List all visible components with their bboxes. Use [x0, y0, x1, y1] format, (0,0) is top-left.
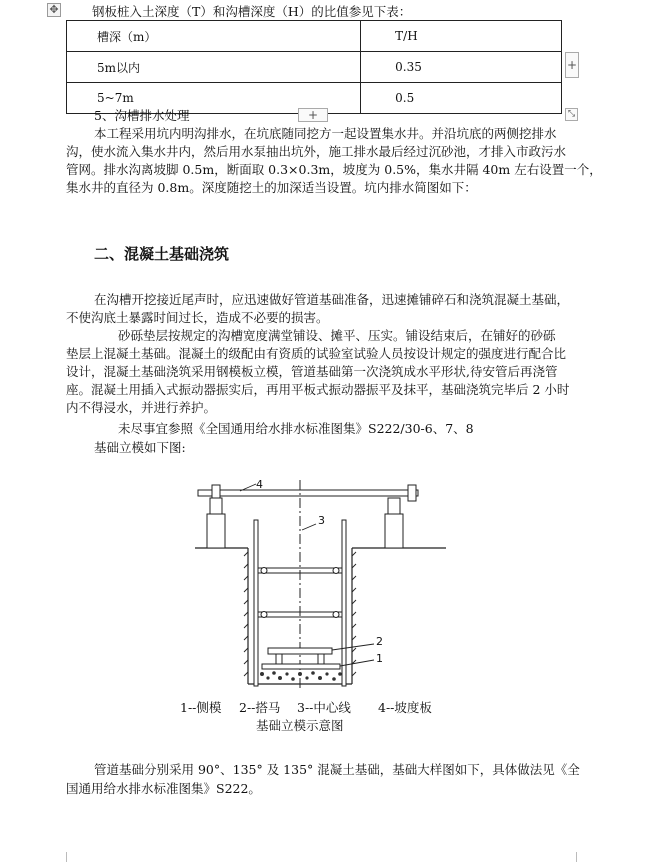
paragraph-line: 不使沟底土暴露时间过长，造成不必要的损害。: [66, 310, 329, 325]
page-corner-mark: [576, 852, 587, 862]
add-column-button[interactable]: +: [565, 52, 579, 78]
paragraph-line: 国通用给水排水标准图集》S222。: [66, 781, 261, 796]
section-heading: 二、混凝土基础浇筑: [94, 245, 230, 263]
table-header-cell: T/H: [361, 21, 562, 52]
resize-diagonal-icon[interactable]: ⤡: [565, 108, 578, 121]
table-cell: 5~7m: [67, 83, 361, 114]
paragraph-line: 管网。排水沟离坡脚 0.5m，断面取 0.3×0.3m，坡度为 0.5%，集水井隔 40m 左右设置一个，: [66, 162, 602, 177]
add-row-button[interactable]: +: [298, 108, 328, 122]
paragraph-line: 内不得浸水，并进行养护。: [66, 400, 217, 415]
legend-item: 3--中心线: [297, 700, 351, 715]
paragraph-line: 砂砾垫层按规定的沟槽宽度满堂铺设、摊平、压实。铺设结束后，在铺好的砂砾: [118, 328, 556, 343]
paragraph-line: 管道基础分别采用 90°、135° 及 135° 混凝土基础，基础大样图如下，具体做法见《全: [94, 762, 580, 777]
table-cell: 5m以内: [67, 52, 361, 83]
legend-item: 2--搭马: [239, 700, 281, 715]
figure-caption: 基础立模示意图: [256, 718, 344, 733]
callout-label: 4: [256, 478, 263, 491]
paragraph-line: 垫层上混凝土基础。混凝土的级配由有资质的试验室试验人员按设计规定的强度进行配合比: [66, 346, 567, 361]
table-cell: 0.5: [361, 83, 562, 114]
legend-item: 4--坡度板: [378, 700, 432, 715]
reference-line: 未尽事宜参照《全国通用给水排水标准图集》S222/30-6、7、8: [118, 421, 474, 436]
paragraph-line: 本工程采用坑内明沟排水，在坑底随同挖方一起设置集水井。并沿坑底的两侧挖排水: [94, 126, 557, 141]
table-cell: 0.35: [361, 52, 562, 83]
callout-label: 3: [318, 514, 325, 527]
callout-label: 2: [376, 635, 383, 648]
paragraph-line: 在沟槽开挖接近尾声时，应迅速做好管道基础准备，迅速摊铺碎石和浇筑混凝土基础，: [94, 292, 570, 307]
paragraph-line: 座。混凝土用插入式振动器振实后，再用平板式振动器振平及抹平，基础浇筑完毕后 2 小时: [66, 382, 570, 397]
callout-label: 1: [376, 652, 383, 665]
paragraph-line: 沟，使水流入集水井内，然后用水泵抽出坑外，施工排水最后经过沉砂池，才排入市政污水: [66, 144, 567, 159]
table-header-cell: 槽深（m）: [67, 21, 361, 52]
page-corner-mark: [56, 852, 67, 862]
paragraph-line: 设计，混凝土基础浇筑采用钢模板立模，管道基础第一次浇筑成水平形状,待安管后再浇管: [66, 364, 558, 379]
section-5-title: 5、沟槽排水处理: [94, 108, 190, 123]
intro-line: 钢板桩入土深度（T）和沟槽深度（H）的比值参见下表：: [92, 4, 412, 19]
figure-intro: 基础立模如下图:: [94, 440, 186, 455]
paragraph-line: 集水井的直径为 0.8m。深度随挖土的加深适当设置。坑内排水简图如下：: [66, 180, 477, 195]
legend-item: 1--侧模: [180, 700, 222, 715]
move-arrows-icon[interactable]: ✥: [47, 3, 61, 17]
